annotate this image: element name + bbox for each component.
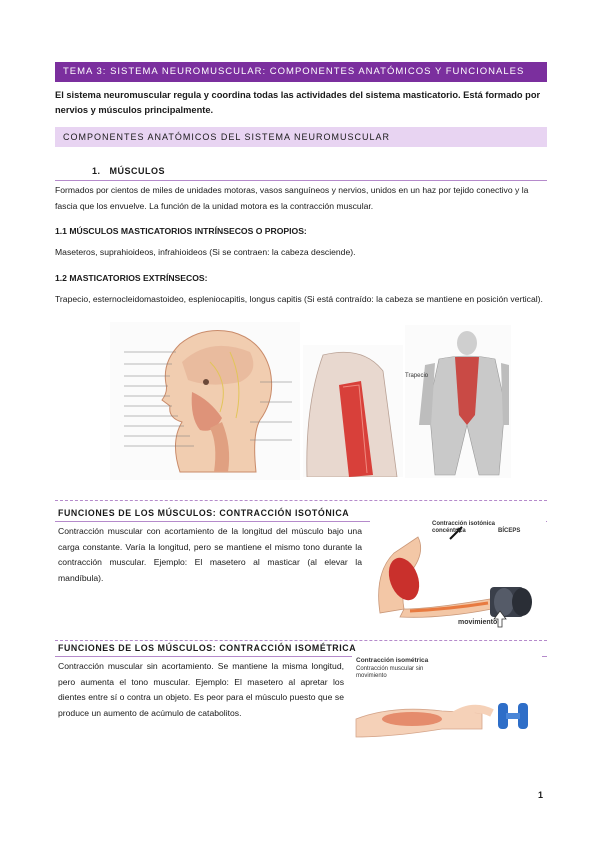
page-number: 1 <box>537 790 543 800</box>
isotonic-heading: FUNCIONES DE LOS MÚSCULOS: CONTRACCIÓN ISOTÓNICA <box>58 508 350 518</box>
neck-muscles-figure <box>303 345 403 477</box>
isometric-text: Contracción muscular sin acortamiento. Se mantiene la misma longitud, pero aumenta el tono muscular. Ejemplo: El masetero al apretar los dientes entre sí o contra un objeto. Es peor para el músculo puesto que se produce un aumento de acúmulo de catabolitos. <box>58 661 344 718</box>
intro-paragraph: El sistema neuromuscular regula y coordina todas las actividades del sistema masticatorio. Está formado por nervios y músculos principalmente. <box>55 90 541 115</box>
isometric-figure <box>352 655 542 753</box>
muscles-paragraph: Formados por cientos de miles de unidades motoras, vasos sanguíneos y nervios, unidos en un haz por tejido conectivo y la fascia que los envuelve. La función de la unidad motora es la contracción muscular. <box>55 185 529 211</box>
isometric-heading: FUNCIONES DE LOS MÚSCULOS: CONTRACCIÓN ISOMÉTRICA <box>58 643 357 653</box>
head-muscles-figure <box>110 322 300 480</box>
subsection-heading <box>92 166 165 176</box>
subsection-rule <box>55 180 547 181</box>
isometric-figure-title: Contracción isométrica <box>356 657 429 664</box>
isotonic-top-rule <box>55 500 547 501</box>
intrinsic-heading: 1.1 MÚSCULOS MASTICATORIOS INTRÍNSECOS O PROPIOS: <box>55 226 307 236</box>
isotonic-figure <box>370 513 546 631</box>
isotonic-figure-tag: BÍCEPS <box>498 528 521 534</box>
isometric-top-rule <box>55 640 547 641</box>
extrinsic-text: Trapecio, esternocleidomastoideo, espleniocapitis, longus capitis (Si está contraído: la cabeza se mantiene en posición vertical). <box>55 294 543 304</box>
extrinsic-heading: 1.2 MASTICATORIOS EXTRÍNSECOS: <box>55 273 208 283</box>
trapezius-label: Trapecio <box>405 373 429 379</box>
isotonic-figure-caption: movimiento <box>458 619 498 626</box>
trapezius-illustration <box>405 325 511 478</box>
trapezius-figure <box>405 325 511 478</box>
document-title: TEMA 3: SISTEMA NEUROMUSCULAR: COMPONENTES ANATÓMICOS Y FUNCIONALES <box>55 62 547 82</box>
isotonic-figure-title: Contracción isotónica concéntrica <box>432 521 496 534</box>
isotonic-text: Contracción muscular con acortamiento de la longitud del músculo bajo una carga constante. Varía la longitud, pero se mantiene el mismo tono durante la contracción muscular. Ejemplo: El masetero al masticar (al elevar la mandíbula). <box>58 526 362 583</box>
isometric-figure-sub: Contracción muscular sin movimiento <box>356 666 424 679</box>
head-muscles-illustration <box>110 322 300 480</box>
neck-muscles-illustration <box>303 345 403 477</box>
subsection-number: 1. <box>92 166 101 176</box>
subsection-label: MÚSCULOS <box>109 166 166 176</box>
intrinsic-text: Maseteros, suprahioideos, infrahioideos (Si se contraen: la cabeza desciende). <box>55 247 356 257</box>
section-heading: COMPONENTES ANATÓMICOS DEL SISTEMA NEUROMUSCULAR <box>55 127 547 147</box>
